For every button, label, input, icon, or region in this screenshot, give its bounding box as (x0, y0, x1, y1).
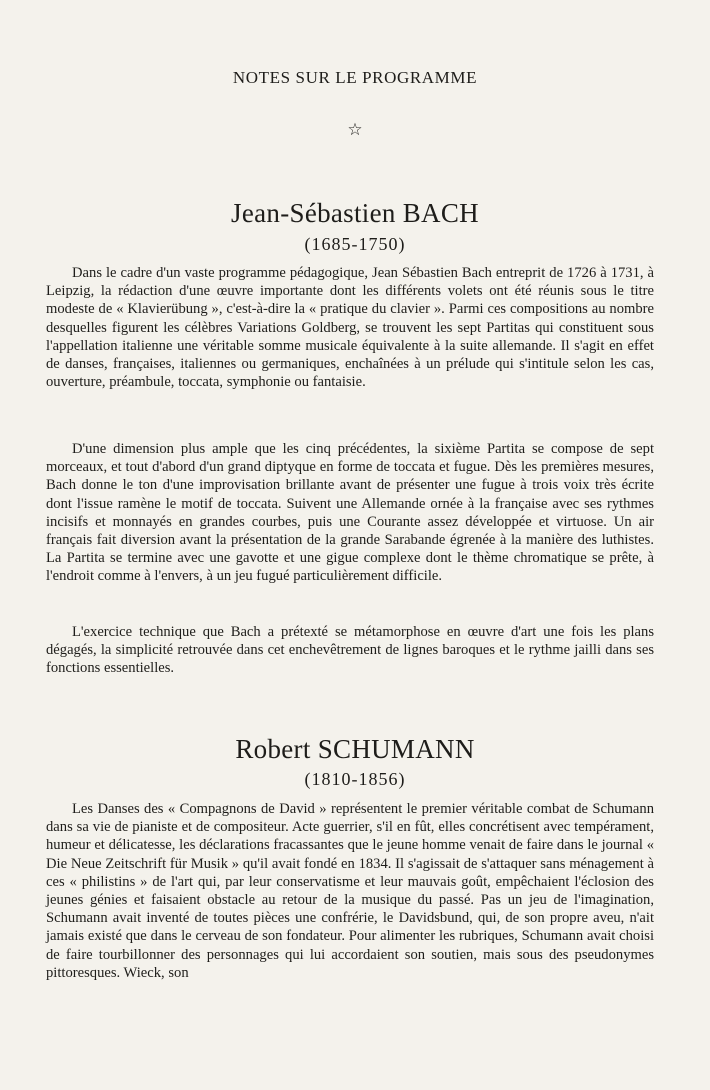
bach-paragraph-1: Dans le cadre d'un vaste programme pédagogique, Jean Sébastien Bach entreprit de 1726 à 1731, à Leipzig, la rédaction d'une œuvre importante dont les différents volets ont été réunis sous le titre modeste de « Klavierübung », c'est-à-dire la « pratique du clavier ». Parmi ces compositions au nombre desquelles figurent les célèbres Variations Goldberg, se trouvent les sept Partitas qui constituent sous l'appellation italienne une véritable somme musicale équivalente à la suite allemande. Il s'agit en effet de danses, françaises, italiennes ou germaniques, enchaînées à un prélude qui s'intitule selon les cas, ouverture, préambule, toccata, symphonie ou fantaisie. (46, 265, 654, 391)
composer-dates-bach: (1685-1750) (304, 234, 406, 254)
page-title: NOTES SUR LE PROGRAMME (232, 68, 478, 87)
bach-paragraph-3: L'exercice technique que Bach a prétexté se métamorphose en œuvre d'art une fois les plans dégagés, la simplicité retrouvée dans cet enchevêtrement de lignes baroques et le rythme jailli dans ses fonctions essentielles. (46, 624, 654, 677)
star-ornament-icon: ☆ (347, 120, 363, 139)
composer-dates-schumann: (1810-1856) (304, 769, 406, 789)
schumann-paragraph-1: Les Danses des « Compagnons de David » représentent le premier véritable combat de Schumann dans sa vie de pianiste et de compositeur. Acte guerrier, s'il en fût, elles concrétisent avec tempérament, humeur et délicatesse, les déclarations fracassantes que le jeune homme venait de faire dans le journal « Die Neue Zeitschrift für Musik » qu'il avait fondé en 1834. Il s'agissait de s'attaquer sans ménagement à ces « philistins » de l'art qui, par leur conservatisme et leur mauvais goût, empêchaient l'éclosion des jeunes génies et faisaient obstacle au retour de la musique du passé. Pas un jeu de l'imagination, Schumann avait inventé de toutes pièces une confrérie, le Davidsbund, qui, de son propre aveu, n'ait jamais existé que dans le cerveau de son fondateur. Pour alimenter les rubriques, Schumann avait choisi de faire tourbillonner des personnages qui lui accordaient son soutien, mais sous des pseudonymes pittoresques. Wieck, son (46, 801, 654, 981)
composer-heading-bach: Jean-Sébastien BACH (231, 198, 479, 228)
composer-heading-schumann: Robert SCHUMANN (235, 734, 475, 764)
bach-paragraph-2: D'une dimension plus ample que les cinq précédentes, la sixième Partita se compose de sept morceaux, et tout d'abord d'un grand diptyque en forme de toccata et fugue. Dès les premières mesures, Bach donne le ton d'une improvisation brillante avant de présenter une fugue à trois voix très écrite dont l'issue ramène le motif de toccata. Suivent une Allemande ornée à la française avec ses rythmes incisifs et monnayés en grandes courbes, puis une Courante assez développée et virtuose. Un air français fait diversion avant la présentation de la grande Sarabande égrenée à la manière des luthistes. La Partita se termine avec une gavotte et une gigue complexe dont le thème chromatique se prête, à l'endroit comme à l'envers, à un jeu fugué particulièrement difficile. (46, 441, 654, 585)
